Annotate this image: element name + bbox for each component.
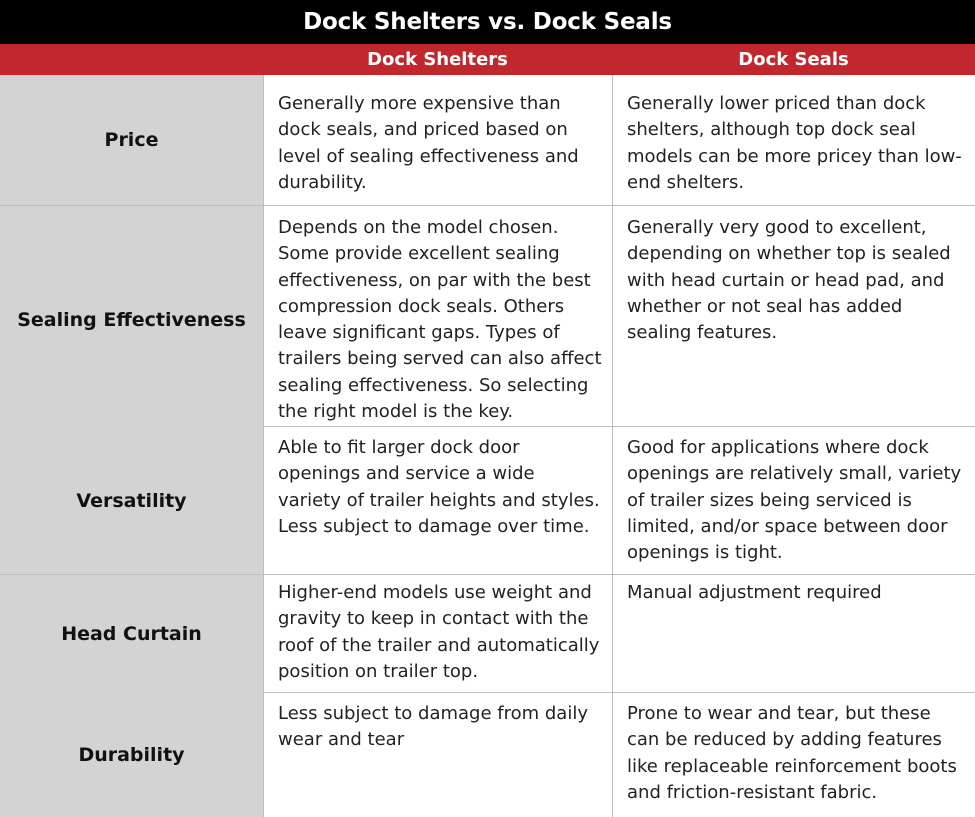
- shelters-cell: Higher-end models use weight and gravity to keep in contact with the roof of the trailer and automatically position on trailer top.: [263, 575, 612, 693]
- shelters-cell: Able to fit larger dock door openings and service a wide variety of trailer heights and styles. Less subject to damage over time.: [263, 427, 612, 574]
- row-label: Sealing Effectiveness: [0, 206, 263, 433]
- table-row-durability: [0, 693, 975, 817]
- column-header-row: [0, 44, 975, 75]
- table-row-versatility: [0, 427, 975, 575]
- table-title: Dock Shelters vs. Dock Seals: [0, 0, 975, 44]
- table-row-sealing-effectiveness: [0, 206, 975, 427]
- seals-cell: Good for applications where dock openings are relatively small, variety of trailer sizes being serviced is limited, and/or space between door openings is tight.: [612, 427, 975, 574]
- shelters-cell: Generally more expensive than dock seals, and priced based on level of sealing effectiveness and durability.: [263, 75, 612, 205]
- table-row-head-curtain: [0, 575, 975, 693]
- seals-cell: Generally lower priced than dock shelters, although top dock seal models can be more pricey than low-end shelters.: [612, 75, 975, 205]
- row-label: Versatility: [0, 427, 263, 574]
- seals-cell: Manual adjustment required: [612, 575, 975, 693]
- column-header-blank: [0, 44, 263, 75]
- column-header-dock-shelters: Dock Shelters: [367, 49, 508, 70]
- row-label: Head Curtain: [0, 575, 263, 693]
- row-label: Durability: [0, 693, 263, 817]
- seals-cell: Prone to wear and tear, but these can be reduced by adding features like replaceable reinforcement boots and friction-resistant fabric.: [612, 693, 975, 817]
- column-header-dock-seals: Dock Seals: [738, 49, 849, 70]
- seals-cell: Generally very good to excellent, depending on whether top is sealed with head curtain or head pad, and whether or not seal has added sealing features.: [612, 206, 975, 433]
- row-label: Price: [0, 75, 263, 205]
- shelters-cell: Less subject to damage from daily wear and tear: [263, 693, 612, 817]
- table-row-price: [0, 75, 975, 206]
- shelters-cell: Depends on the model chosen. Some provide excellent sealing effectiveness, on par with the best compression dock seals. Others leave significant gaps. Types of trailers being served can also affect sealing effectiveness. So selecting the right model is the key.: [263, 206, 612, 433]
